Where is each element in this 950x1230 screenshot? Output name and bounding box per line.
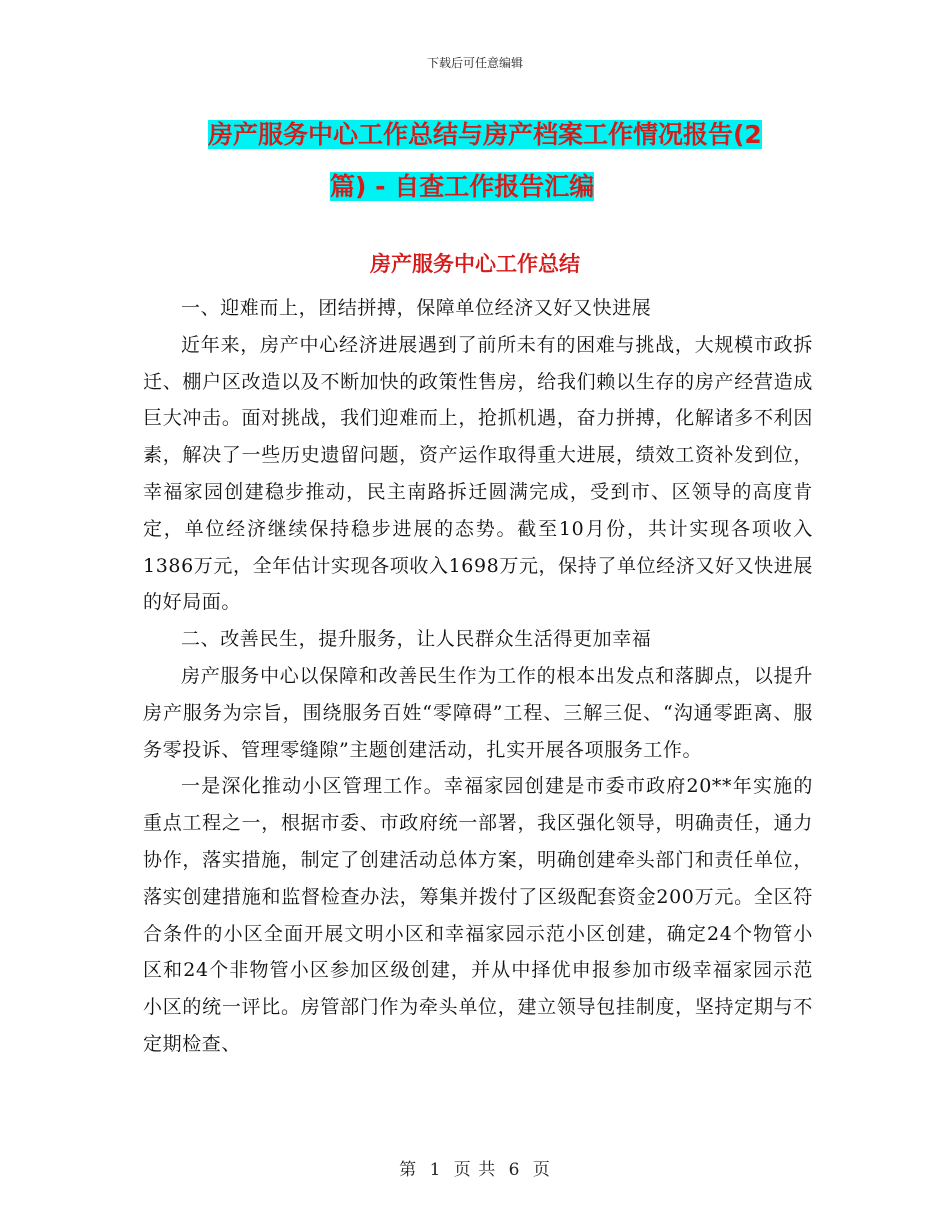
paragraph-heading-1: 一、迎难而上，团结拼搏，保障单位经济又好又快进展 <box>181 297 652 319</box>
title-highlight: 篇) - 自查工作报告汇编 <box>330 172 595 201</box>
paragraph: 房产服务中心以保障和改善民生作为工作的根本出发点和落脚点，以提升房产服务为宗旨，围绕服务百姓“零障碍”工程、三解三促、“沟通零距离、服务零投诉、管理零缝隙”主题创建活动，扎实开展各项服务工作。 <box>143 664 813 761</box>
footer-middle: 页 共 <box>453 1160 497 1180</box>
document-title-line1 <box>200 108 820 162</box>
paragraph: 一是深化推动小区管理工作。幸福家园创建是市委市政府20**年实施的重点工程之一，根据市委、市政府统一部署，我区强化领导，明确责任，通力协作，落实措施，制定了创建活动总体方案，明确创建牵头部门和责任单位，落实创建措施和监督检查办法，筹集并拨付了区级配套资金200万元。全区符合条件的小区全面开展文明小区和幸福家园示范小区创建，确定24个物管小区和24个非物管小区参加区级创建，并从中择优申报参加市级幸福家园示范小区的统一评比。房管部门作为牵头单位，建立领导包挂制度，坚持定期与不定期检查、 <box>143 775 813 1055</box>
header-note: 下载后可任意编辑 <box>426 56 523 70</box>
paragraph-heading-2: 二、改善民生，提升服务，让人民群众生活得更加幸福 <box>181 628 652 651</box>
footer-prefix: 第 <box>399 1160 418 1180</box>
document-title <box>200 108 820 214</box>
title-highlight: 房产服务中心工作总结与房产档案工作情况报告(2 <box>208 120 762 149</box>
paragraph: 近年来，房产中心经济进展遇到了前所未有的困难与挑战，大规模市政拆迁、棚户区改造以及不断加快的政策性售房，给我们赖以生存的房产经营造成巨大冲击。面对挑战，我们迎难而上，抢抓机遇，奋力拼搏，化解诸多不利因素，解决了一些历史遗留问题，资产运作取得重大进展，绩效工资补发到位，幸福家园创建稳步推动，民主南路拆迁圆满完成，受到市、区领导的高度肯定，单位经济继续保持稳步进展的态势。截至10月份，共计实现各项收入1386万元，全年估计实现各项收入1698万元，保持了单位经济又好又快进展的好局面。 <box>143 333 813 614</box>
page-number: 1 <box>429 1160 442 1180</box>
body-text <box>143 290 813 1063</box>
footer-suffix: 页 <box>532 1160 551 1180</box>
page-total: 6 <box>508 1160 521 1180</box>
document-title-line2 <box>330 160 820 214</box>
section-title: 房产服务中心工作总结 <box>370 252 580 276</box>
page-footer <box>0 1155 950 1180</box>
